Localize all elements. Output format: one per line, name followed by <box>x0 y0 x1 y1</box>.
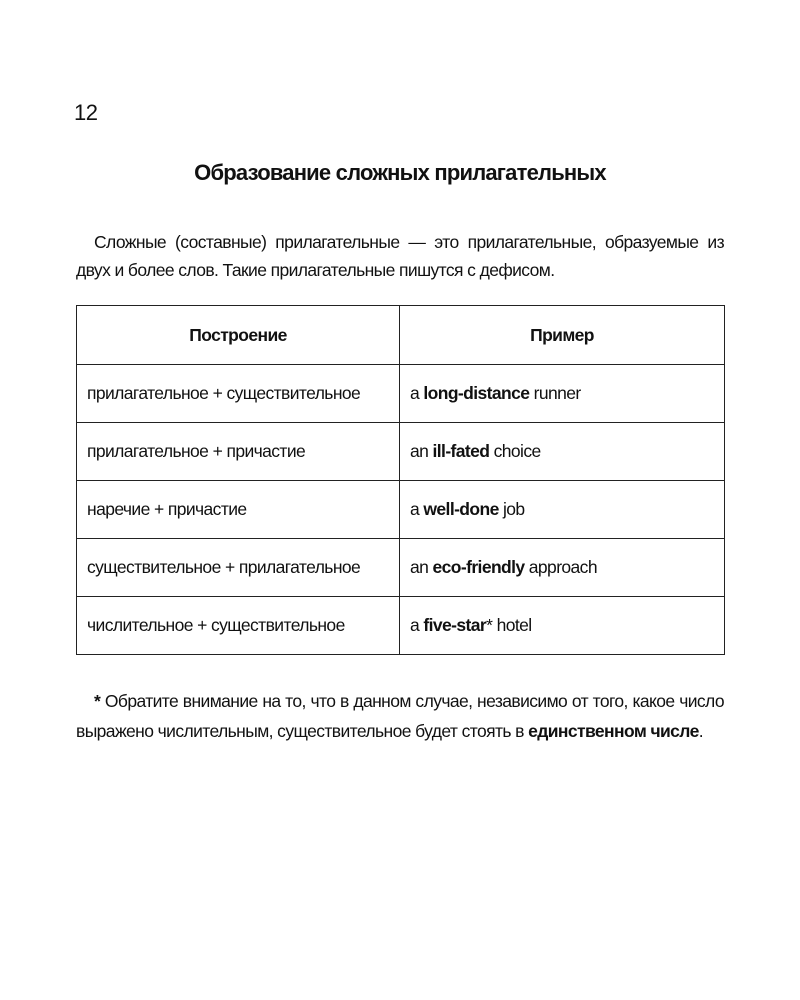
example-suffix: job <box>498 499 525 519</box>
example-suffix: approach <box>524 557 597 577</box>
table-row <box>77 481 725 539</box>
example-prefix: a <box>410 383 424 403</box>
construction-cell: существительное + прилагательное <box>77 539 400 597</box>
example-compound: well-done <box>423 499 499 519</box>
table-row <box>77 365 725 423</box>
example-prefix: an <box>410 441 433 461</box>
construction-cell: числительное + существительное <box>77 597 400 655</box>
footnote-text: Обратите внимание на то, что в данном случае, независимо от того, какое число выражено числительным, существительное будет стоять в <box>76 691 724 741</box>
example-compound: ill-fated <box>432 441 490 461</box>
construction-cell: прилагательное + причастие <box>77 423 400 481</box>
example-suffix: * hotel <box>486 615 532 635</box>
example-prefix: a <box>410 615 424 635</box>
footnote-end: . <box>698 721 703 741</box>
example-compound: eco-friendly <box>432 557 525 577</box>
table-header-row <box>77 306 725 365</box>
page-title: Образование сложных прилагательных <box>194 160 606 185</box>
example-prefix: an <box>410 557 433 577</box>
table-row <box>77 597 725 655</box>
example-cell <box>400 481 725 539</box>
example-cell <box>400 365 725 423</box>
example-cell <box>400 539 725 597</box>
header-construction: Построение <box>77 306 400 365</box>
example-compound: five-star <box>423 615 487 635</box>
table-row <box>77 423 725 481</box>
footnote <box>76 686 724 746</box>
footnote-marker: * <box>94 691 101 711</box>
construction-cell: наречие + причастие <box>77 481 400 539</box>
example-cell <box>400 597 725 655</box>
example-prefix: a <box>410 499 424 519</box>
example-suffix: runner <box>529 383 581 403</box>
compound-adjectives-table <box>76 305 725 655</box>
example-suffix: choice <box>489 441 541 461</box>
example-compound: long-distance <box>423 383 530 403</box>
header-example: Пример <box>400 306 725 365</box>
page-number: 12 <box>74 100 98 125</box>
table-row <box>77 539 725 597</box>
example-cell <box>400 423 725 481</box>
construction-cell: прилагательное + существительное <box>77 365 400 423</box>
intro-paragraph: Сложные (составные) прилагательные — это прилагательные, образуемые из двух и более слов. Такие прилагательные пишутся с дефисом. <box>76 232 724 280</box>
footnote-emphasis: единственном числе <box>528 721 699 741</box>
